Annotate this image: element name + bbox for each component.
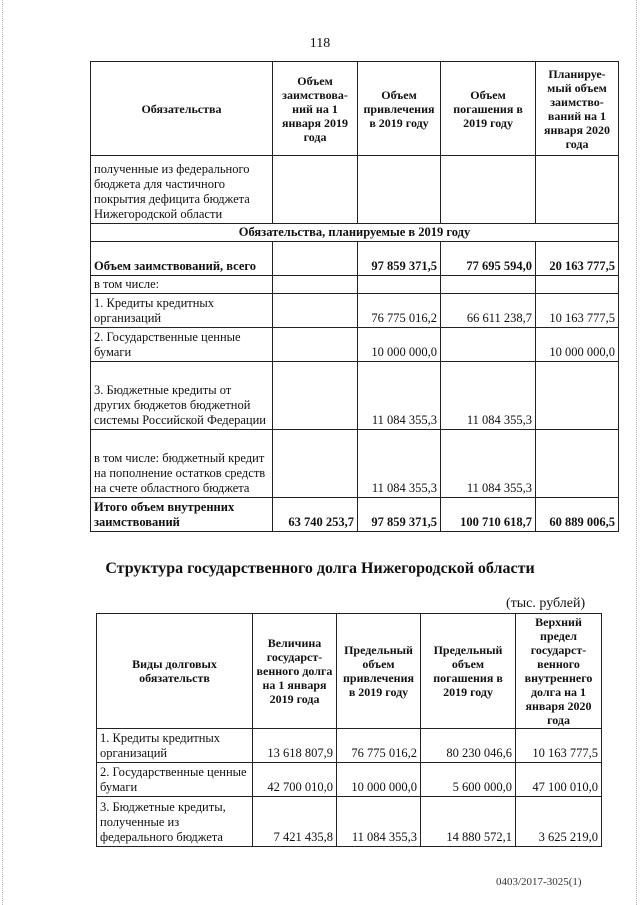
document-code: 0403/2017-3025(1) bbox=[496, 876, 582, 888]
borrowing-table bbox=[90, 61, 619, 532]
page-number: 118 bbox=[309, 36, 331, 51]
debt-structure-table bbox=[96, 613, 602, 847]
header-max-repayment: Предельный объем погашения в 2019 году bbox=[421, 614, 516, 729]
header-repayment: Объем погашения в 2019 году bbox=[441, 62, 536, 156]
table-row: 1. Кредиты кредитных организаций 13 618 807,9 76 775 016,2 80 230 046,6 10 163 777,5 bbox=[97, 729, 602, 763]
row-label: полученные из федерального бюджета для частичного покрытия дефицита бюджета Нижегородской области bbox=[91, 156, 273, 224]
header-debt-types: Виды долговых обязательств bbox=[97, 614, 253, 729]
header-upper-limit: Верхний предел государст-венного внутреннего долга на 1 января 2020 года bbox=[516, 614, 602, 729]
row-label: Итого объем внутренних заимствований bbox=[91, 498, 273, 532]
units-label: (тыс. рублей) bbox=[506, 596, 586, 611]
table-row: Итого объем внутренних заимствований 63 740 253,7 97 859 371,5 100 710 618,7 60 889 006,5 bbox=[91, 498, 619, 532]
header-volume-start: Объем заимствова-ний на 1 января 2019 года bbox=[273, 62, 358, 156]
scan-edge-left bbox=[2, 0, 4, 905]
table-row bbox=[91, 276, 619, 294]
row-label: 2. Государственные ценные бумаги bbox=[97, 763, 253, 797]
table-row: 1. Кредиты кредитных организаций 76 775 016,2 66 611 238,7 10 163 777,5 bbox=[91, 294, 619, 328]
table-row: 3. Бюджетные кредиты от других бюджетов бюджетной системы Российской Федерации 11 084 355,3 11 084 355,3 bbox=[91, 362, 619, 430]
table-row bbox=[91, 156, 619, 224]
row-label: 3. Бюджетные кредиты от других бюджетов бюджетной системы Российской Федерации bbox=[91, 362, 273, 430]
scan-edge-right bbox=[636, 0, 638, 905]
row-label: Объем заимствований, всего bbox=[91, 242, 273, 276]
row-label: 1. Кредиты кредитных организаций bbox=[97, 729, 253, 763]
table-row: в том числе: бюджетный кредит на пополнение остатков средств на счете областного бюджета 11 084 355,3 11 084 355,3 bbox=[91, 430, 619, 498]
table-row: 2. Государственные ценные бумаги 10 000 000,0 10 000 000,0 bbox=[91, 328, 619, 362]
section-title: Структура государственного долга Нижегородской области bbox=[105, 560, 535, 577]
table-row: 2. Государственные ценные бумаги 42 700 010,0 10 000 000,0 5 600 000,0 47 100 010,0 bbox=[97, 763, 602, 797]
table-row: Объем заимствований, всего 97 859 371,5 77 695 594,0 20 163 777,5 bbox=[91, 242, 619, 276]
row-label: 2. Государственные ценные бумаги bbox=[91, 328, 273, 362]
section-label: Обязательства, планируемые в 2019 году bbox=[91, 224, 619, 242]
row-label: 3. Бюджетные кредиты, полученные из федерального бюджета bbox=[97, 797, 253, 847]
section-row bbox=[91, 224, 619, 242]
header-debt-start: Величина государст-венного долга на 1 января 2019 года bbox=[253, 614, 337, 729]
row-label: 1. Кредиты кредитных организаций bbox=[91, 294, 273, 328]
row-label: в том числе: bbox=[91, 276, 273, 294]
header-planned-volume: Планируе-мый объем заимство-ваний на 1 января 2020 года bbox=[536, 62, 619, 156]
header-obligations: Обязательства bbox=[91, 62, 273, 156]
row-label: в том числе: бюджетный кредит на пополнение остатков средств на счете областного бюджета bbox=[91, 430, 273, 498]
header-max-attraction: Предельный объем привлечения в 2019 году bbox=[337, 614, 421, 729]
header-attraction: Объем привлечения в 2019 году bbox=[358, 62, 441, 156]
table-row: 3. Бюджетные кредиты, полученные из федерального бюджета 7 421 435,8 11 084 355,3 14 880 572,1 3 625 219,0 bbox=[97, 797, 602, 847]
